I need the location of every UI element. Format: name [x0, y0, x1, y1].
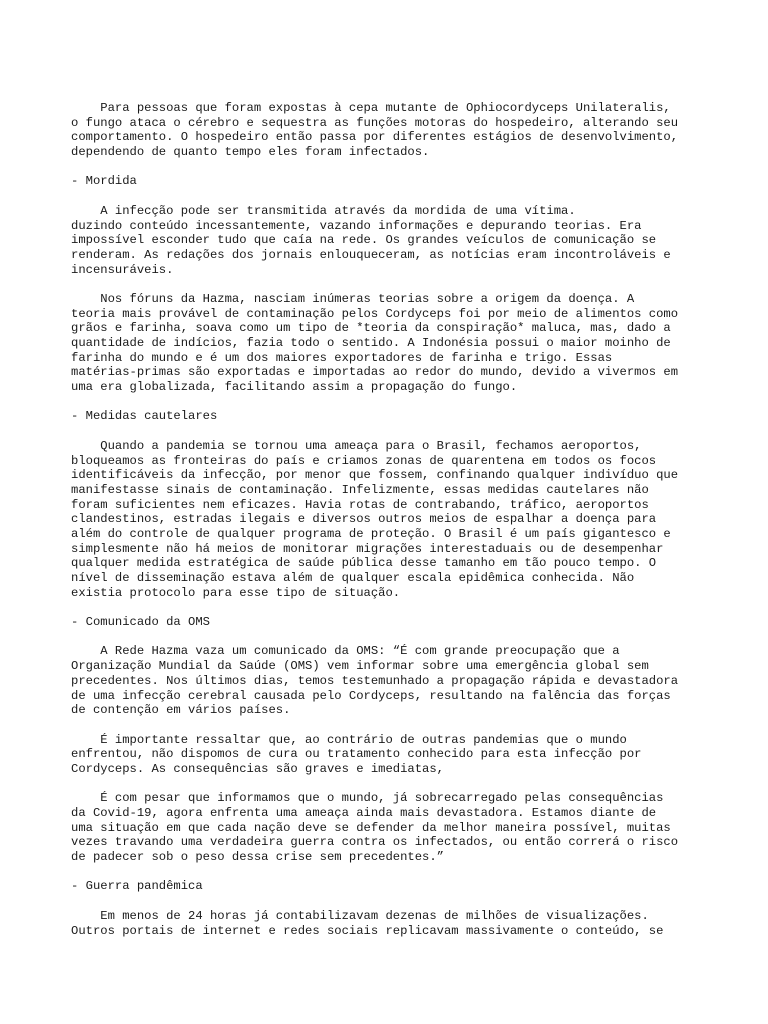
text-line: Cordyceps. As consequências são graves e imediatas,: [71, 761, 444, 776]
text-line: - Mordida: [71, 174, 137, 189]
text-line: nível de disseminação estava além de qualquer escala epidêmica conhecida. Não: [71, 571, 635, 585]
text-line: - Guerra pandêmica: [71, 879, 203, 894]
text-line: Organização Mundial da Saúde (OMS) vem informar sobre uma emergência global sem: [71, 659, 649, 674]
text-line: de padecer sob o peso dessa crise sem precedentes.”: [71, 850, 444, 865]
text-line: É importante ressaltar que, ao contrário de outras pandemias que o mundo: [71, 732, 627, 747]
text-line: existia protocolo para esse tipo de situação.: [71, 585, 401, 600]
text-line: incensuráveis.: [71, 262, 174, 277]
paragraph: [71, 292, 711, 395]
section-heading: [71, 879, 711, 894]
text-line: da Covid-19, agora enfrenta uma ameaça ainda mais devastadora. Estamos diante de: [71, 806, 657, 820]
text-line: grãos e farinha, soava como um tipo de *teoria da conspiração* maluca, mas, dado a: [71, 321, 671, 336]
text-line: precedentes. Nos últimos dias, temos testemunhado a propagação rápida e devastadora: [71, 673, 679, 688]
text-line: dependendo de quanto tempo eles foram infectados.: [71, 145, 430, 160]
text-line: além do controle de qualquer programa de proteção. O Brasil é um país gigantesco e: [71, 526, 671, 541]
text-line: impossível esconder tudo que caía na rede. Os grandes veículos de comunicação se: [71, 233, 657, 248]
text-line: foram suficientes nem eficazes. Havia rotas de contrabando, tráfico, aeroportos: [71, 497, 649, 512]
text-line: uma era globalizada, facilitando assim a propagação do fungo.: [71, 380, 518, 395]
text-line: vezes travando uma verdadeira guerra contra os infectados, ou então correrá o risco: [71, 835, 679, 850]
text-line: A infecção pode ser transmitida através da mordida de uma vítima.: [71, 203, 576, 218]
section-heading: [71, 174, 711, 189]
text-line: - Medidas cautelares: [71, 409, 218, 424]
text-line: teoria mais provável de contaminação pelos Cordyceps foi por meio de alimentos como: [71, 306, 679, 321]
text-line: o fungo ataca o cérebro e sequestra as funções motoras do hospedeiro, alterando seu: [71, 115, 679, 130]
text-line: Em menos de 24 horas já contabilizavam dezenas de milhões de visualizações.: [71, 908, 649, 923]
text-line: comportamento. O hospedeiro então passa por diferentes estágios de desenvolvimento,: [71, 130, 679, 145]
text-line: duzindo conteúdo incessantemente, vazando informações e depurando teorias. Era: [71, 218, 642, 233]
paragraph: [71, 204, 711, 277]
text-line: de contenção em vários países.: [71, 703, 291, 718]
text-line: uma situação em que cada nação deve se defender da melhor maneira possível, muitas: [71, 820, 671, 835]
text-line: manifestasse sinais de contaminação. Infelizmente, essas medidas cautelares não: [71, 482, 649, 497]
paragraph: [71, 733, 711, 777]
paragraph: [71, 909, 711, 938]
text-line: É com pesar que informamos que o mundo, já sobrecarregado pelas consequências: [71, 791, 664, 806]
text-line: matérias-primas são exportadas e importadas ao redor do mundo, devido a vivermos em: [71, 365, 679, 380]
text-line: Outros portais de internet e redes sociais replicavam massivamente o conteúdo, se: [71, 923, 664, 938]
section-heading: [71, 409, 711, 424]
text-line: bloqueamos as fronteiras do país e criamos zonas de quarentena em todos os focos: [71, 453, 657, 468]
text-line: quantidade de indícios, fazia todo o sentido. A Indonésia possui o maior moinho de: [71, 336, 671, 350]
section-heading: [71, 615, 711, 630]
paragraph: [71, 791, 711, 864]
paragraph: [71, 644, 711, 717]
text-line: Para pessoas que foram expostas à cepa mutante de Ophiocordyceps Unilateralis,: [71, 101, 671, 115]
text-line: qualquer medida estratégica de saúde pública desse tamanho em tão pouco tempo. O: [71, 556, 657, 571]
text-line: identificáveis da infecção, por menor que fossem, confinando qualquer indivíduo que: [71, 468, 679, 483]
document-body: [71, 101, 711, 938]
text-line: clandestinos, estradas ilegais e diversos outros meios de espalhar a doença para: [71, 512, 657, 527]
text-line: farinha do mundo e é um dos maiores exportadores de farinha e trigo. Essas: [71, 350, 613, 365]
text-line: Nos fóruns da Hazma, nasciam inúmeras teorias sobre a origem da doença. A: [71, 291, 635, 306]
text-line: de uma infecção cerebral causada pelo Cordyceps, resultando na falência das forças: [71, 688, 671, 703]
text-line: Quando a pandemia se tornou uma ameaça para o Brasil, fechamos aeroportos,: [71, 438, 642, 453]
text-line: simplesmente não há meios de monitorar migrações interestaduais ou de desempenhar: [71, 541, 664, 556]
paragraph: [71, 439, 711, 601]
text-line: A Rede Hazma vaza um comunicado da OMS: “É com grande preocupação que a: [71, 644, 620, 659]
text-line: - Comunicado da OMS: [71, 615, 210, 630]
paragraph: [71, 101, 711, 160]
text-line: enfrentou, não dispomos de cura ou tratamento conhecido para esta infecção por: [71, 747, 642, 762]
text-line: renderam. As redações dos jornais enlouqueceram, as notícias eram incontroláveis e: [71, 247, 671, 262]
